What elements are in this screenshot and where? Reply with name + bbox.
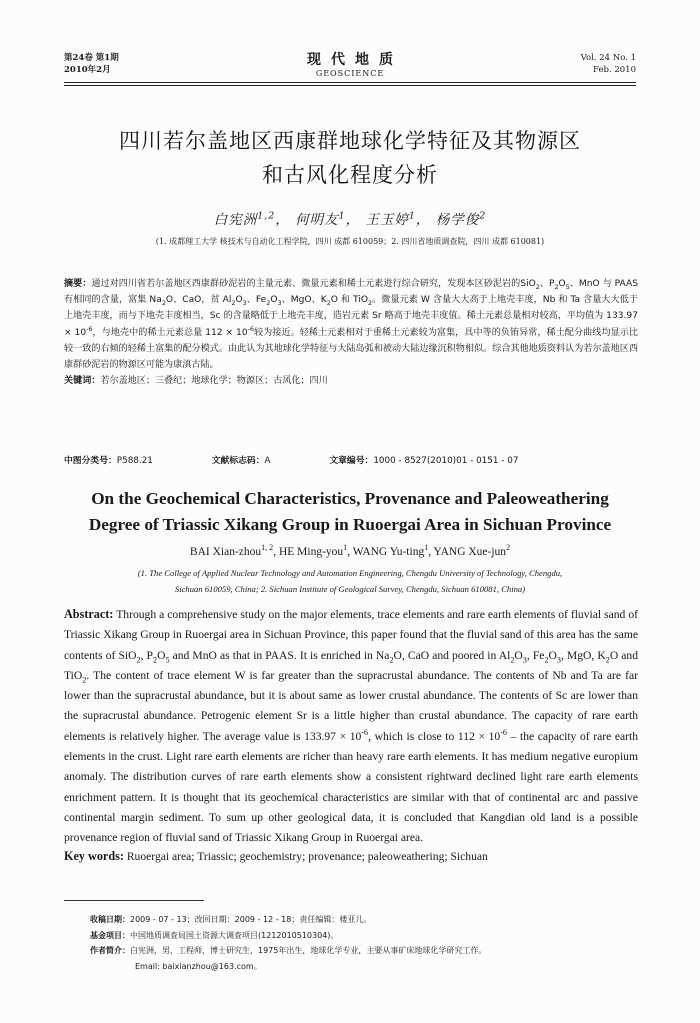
footnote-fund: 基金项目：中国地质调查局国土资源大调查项目(1212010510304)。 (90, 930, 339, 940)
issue-info: 第24卷 第1期 2010年2月 (64, 53, 119, 75)
volume-info: Vol. 24 No. 1 Feb. 2010 (580, 53, 636, 75)
footnote-author: 作者简介：白宪洲，男，工程师，博士研究生，1975年出生，地球化学专业，主要从事矿床地球化学研究工作。 (90, 946, 487, 955)
english-title: On the Geochemical Characteristics, Provenance and Paleoweathering Degree of Triassic Xikang Group in Ruoergai Area in Sichuan Province (88, 489, 612, 534)
english-authors: BAI Xian-zhou$^{1, 2}$, HE Ming-you$^1$, WANG Yu-ting$^1$, YANG Xue-jun$^2$ (189, 543, 511, 558)
footnote-dates: 收稿日期：2009 - 07 - 13；改回日期：2009 - 12 - 18；责任编辑：楼亚儿。 (90, 915, 372, 924)
abstract-en-label: Abstract: (64, 607, 114, 621)
author-email[interactable]: Email: baixianzhou@163.com。 (135, 961, 262, 971)
chinese-title: 四川若尔盖地区西康群地球化学特征及其物源区 和古风化程度分析 (119, 129, 581, 187)
classification-line: 中图分类号：P588.21 文献标志码：A 文章编号：1000 - 8527(2010)01 - 0151 - 07 (64, 456, 519, 466)
english-keywords: Key words: Ruoergai area; Triassic; geochemistry; provenance; paleoweathering; Sichuan (64, 849, 488, 863)
footnotes (90, 912, 640, 974)
english-abstract: Abstract: Through a comprehensive study on the major elements, trace elements and rare earth elements of fluvial sand of Triassic Xikang Group in Ruoergai area in Sichuan Province, this paper found that the fluvial sand of this area has the same contents of SiO$_2$, $P_2O_5$ and MnO as that in PAAS. It is enriched in $Na_2O$, CaO and poored in $Al_2O_3$, $Fe_2O_3$, MgO, $K_2O$ and TiO$_2$. The content of trace element W is far greater than the supracrustal abundance. The contents of Nb and Ta are far lower than the supracrustal abundance, but it is about same as lower crustal abundance. The contents of Sc are lower than the supracrustal abundance. Petrogenic element Sr is a little higher than crustal abundance. The capacity of rare earth elements is relatively higher. The average value is $133.97 \times 10^{-6}$, which is close to $112 \times 10^{-6}$ – the capacity of rare earth elements in the crust. Light rare earth elements are richer than heavy rare earth elements. It has medium negative europium anomaly. The distribution curves of rare earth elements show a consistent rightward declined light rare earth elements enrichment pattern. It is thought that its geochemical characteristics are similar with that of continental arc and passive continental margin sediment. To sum up other geological data, it is concluded that Kangdian old land is a possible provenance region of fluvial sand of Triassic Xikang Group in Ruoergai area. (64, 607, 639, 845)
header-rule-thin (64, 85, 636, 86)
chinese-authors: 白宪洲$^{1,2}$， 何明友$^1$， 王玉婷$^1$， 杨学俊$^2$ (213, 210, 487, 228)
chinese-abstract: 摘要：通过对四川省若尔盖地区西康群砂泥岩的主量元素、微量元素和稀土元素进行综合研究，发现本区砂泥岩的SiO$_2$、$P_2O_5$、MnO 与 PAAS 有相同的含量，富集 $Na_2O$、CaO，贫 $Al_2O_3$、$Fe_2O_3$、MgO、$K_2O$ 和 TiO$_2$。微量元素 W 含量大大高于上地壳丰度，Nb 和 Ta 含量大大低于上地壳丰度，而与下地壳丰度相当，Sc 的含量略低于上地壳丰度，造岩元素 Sr 略高于地壳丰度值。稀土元素总量相对较高，平均值为 $133.97 \times 10^{-6}$，与地壳中的稀土元素总量 $112 \times 10^{-6}$较为接近。轻稀土元素相对于重稀土元素较为富集，具中等的负铕异常，稀土配分曲线均显示比较一致的右倾的轻稀土富集的配分模式。由此认为其地球化学特征与大陆岛弧和被动大陆边缘沉积物相似。综合其他地质资料认为若尔盖地区西康群砂泥岩的物源区可能为康滇古陆。 关键词：若尔盖地区；三叠纪；地球化学；物源区；古风化；四川 (64, 276, 638, 389)
english-affiliation: (1. The College of Applied Nuclear Technology and Automation Engineering, Chengdu University of Technology, Chengdu, Sichuan 610059, China; 2. Sichuan Institute of Geological Survey, Chengdu, Sichuan 610081, China) (137, 568, 563, 594)
footnote-rule (64, 900, 204, 901)
header-rule (64, 82, 636, 83)
chinese-keywords: 关键词：若尔盖地区；三叠纪；地球化学；物源区；古风化；四川 (64, 376, 328, 387)
running-header (64, 52, 636, 88)
chinese-affiliation: (1. 成都理工大学 核技术与自动化工程学院，四川 成都 610059；2. 四川省地质调查院，四川 成都 610081) (155, 237, 545, 246)
abstract-label: 摘要： (64, 279, 92, 289)
journal-name: 现代地质 GEOSCIENCE (307, 52, 403, 78)
